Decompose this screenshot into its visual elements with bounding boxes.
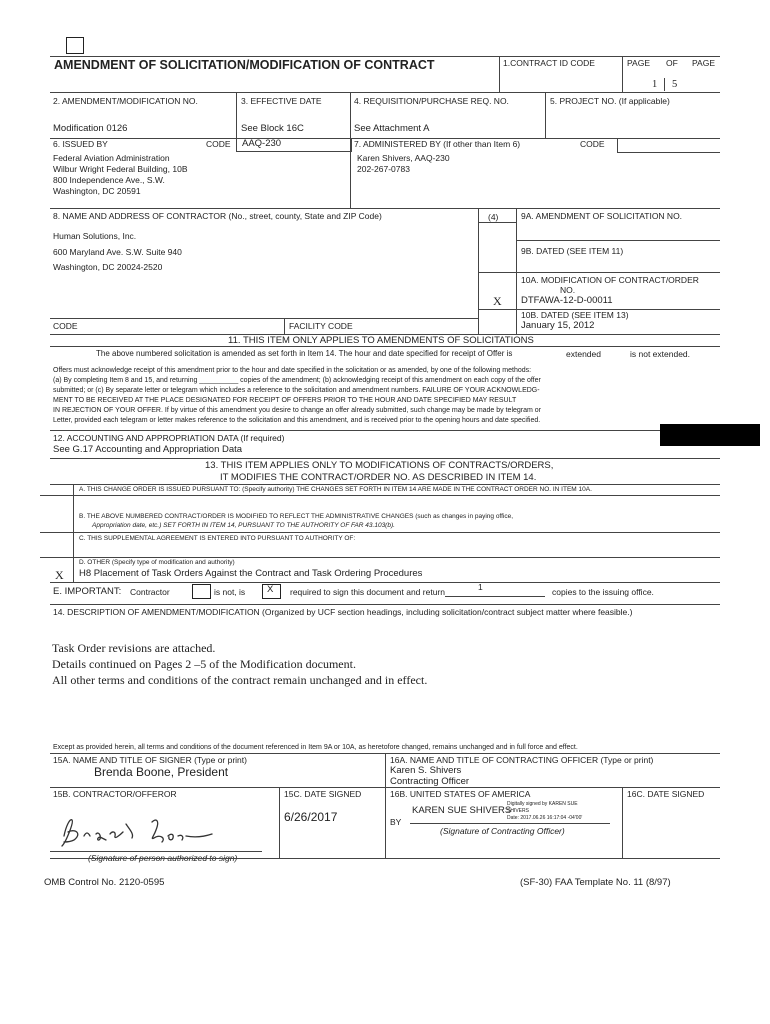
item-16a-title: Contracting Officer <box>390 776 470 787</box>
important-contractor: Contractor <box>130 587 170 597</box>
not-extended-label: is not extended. <box>630 349 691 359</box>
item-11-line-1: The above numbered solicitation is amended as set forth in Item 14. The hour and date specified for receipt of Offer is <box>96 349 513 358</box>
item-13-d: D. OTHER (Specify type of modification and authority) <box>79 559 235 566</box>
administered-line-2: 202-267-0783 <box>357 164 410 174</box>
important-label: E. IMPORTANT: <box>53 586 122 597</box>
form-title: AMENDMENT OF SOLICITATION/MODIFICATION OF CONTRACT <box>54 58 435 72</box>
item-10b-label: 10B. DATED (SEE ITEM 13) <box>521 310 629 320</box>
amendment-no-value: Modification 0126 <box>53 123 128 134</box>
item-13-c: C. THIS SUPPLEMENTAL AGREEMENT IS ENTERED INTO PURSUANT TO AUTHORITY OF: <box>79 535 356 542</box>
pages-label: PAGE <box>692 58 715 68</box>
digital-note-2: SHIVERS <box>507 808 529 814</box>
item-13-heading-1: 13. THIS ITEM APPLIES ONLY TO MODIFICATIONS OF CONTRACTS/ORDERS, <box>205 460 554 471</box>
contractor-signature <box>56 812 216 852</box>
item-10a-value: DTFAWA-12-D-00011 <box>521 295 613 306</box>
effective-date-label: 3. EFFECTIVE DATE <box>241 96 322 106</box>
required-text: required to sign this document and return <box>290 587 445 597</box>
contractor-line-2: 600 Maryland Ave. S.W. Suite 940 <box>53 247 182 257</box>
item-13-d-x-mark: X <box>55 568 64 582</box>
issued-line-3: 800 Independence Ave., S.W. <box>53 175 165 185</box>
issued-line-1: Federal Aviation Administration <box>53 153 170 163</box>
item-14-line-3: All other terms and conditions of the contract remain unchanged and in effect. <box>52 673 428 687</box>
item-14-line-2: Details continued on Pages 2 –5 of the Modification document. <box>52 657 356 671</box>
contractor-line-1: Human Solutions, Inc. <box>53 231 137 241</box>
item-13-b-line-1: B. THE ABOVE NUMBERED CONTRACT/ORDER IS MODIFIED TO REFLECT THE ADMINISTRATIVE CHANGES (such as changes in paying office, <box>79 513 514 520</box>
administered-line-1: Karen Shivers, AAQ-230 <box>357 153 450 163</box>
item-11-para-6: Letter, provided each telegram or letter makes reference to the solicitation and this amendment, and is received prior to the opening hours and date specified. <box>53 417 541 424</box>
item-11-para-4: MENT TO BE RECEIVED AT THE PLACE DESIGNATED FOR RECEIPT OF OFFERS PRIOR TO THE HOUR AND DATE SPECIFIED MAY RESULT <box>53 397 517 404</box>
signature-person-label: (Signature of person authorized to sign) <box>88 853 238 863</box>
signature-officer-label: (Signature of Contracting Officer) <box>440 826 565 836</box>
contract-id-code-label: 1.CONTRACT ID CODE <box>503 58 595 68</box>
item-15a-label: 15A. NAME AND TITLE OF SIGNER (Type or print) <box>53 755 247 765</box>
issued-by-label: 6. ISSUED BY <box>53 139 108 149</box>
issued-line-2: Wilbur Wright Federal Building, 10B <box>53 164 188 174</box>
item-14-line-1: Task Order revisions are attached. <box>52 641 216 655</box>
copies-count: 1 <box>478 582 483 592</box>
item-15c-label: 15C. DATE SIGNED <box>284 789 362 799</box>
item-16b-label: 16B. UNITED STATES OF AMERICA <box>390 789 531 799</box>
digital-note-1: Digitally signed by KAREN SUE <box>507 801 578 807</box>
issued-line-4: Washington, DC 20591 <box>53 186 141 196</box>
item-10a-label: 10A. MODIFICATION OF CONTRACT/ORDER <box>521 275 699 285</box>
item-16a-label: 16A. NAME AND TITLE OF CONTRACTING OFFICER (Type or print) <box>390 755 654 765</box>
digital-signature-name: KAREN SUE SHIVERS <box>412 805 512 816</box>
item-12-label: 12. ACCOUNTING AND APPROPRIATION DATA (If required) <box>53 433 285 443</box>
item-13-a: A. THIS CHANGE ORDER IS ISSUED PURSUANT TO: (Specify authority) THE CHANGES SET FORTH IN ITEM 14 ARE MADE IN THE CONTRACT ORDER NO. IN ITEM 10A. <box>79 486 592 493</box>
form-template: (SF-30) FAA Template No. 11 (8/97) <box>520 877 671 888</box>
by-label: BY <box>390 817 402 827</box>
col4-label: (4) <box>488 212 499 222</box>
contractor-line-3: Washington, DC 20024-2520 <box>53 262 163 272</box>
item-11-para-3: submitted; or (c) By separate letter or telegram which includes a reference to the solicitation and amendment numbers. FAILURE OF YOUR ACKNOWLEDG- <box>53 387 540 394</box>
page-number: 1 <box>652 79 658 90</box>
requisition-value: See Attachment A <box>354 123 430 134</box>
item-10a-x-mark: X <box>493 294 502 308</box>
copies-text: copies to the issuing office. <box>552 587 654 597</box>
item-11-para-5: IN REJECTION OF YOUR OFFER. If by virtue of this amendment you desire to change an offer already submitted, such change may be made by telegram or <box>53 407 542 414</box>
administered-code-label: CODE <box>580 139 605 149</box>
item-9a-label: 9A. AMENDMENT OF SOLICITATION NO. <box>521 211 683 221</box>
code-label: CODE <box>53 321 78 331</box>
item-16a-name: Karen S. Shivers <box>390 765 462 776</box>
top-checkbox[interactable] <box>66 37 84 54</box>
item-12-value: See G.17 Accounting and Appropriation Data <box>53 444 243 455</box>
is-required-x: X <box>267 584 274 595</box>
item-15c-value: 6/26/2017 <box>284 810 338 824</box>
item-14-label: 14. DESCRIPTION OF AMENDMENT/MODIFICATION (Organized by UCF section headings, including solicitation/contract subject matter where feasible.) <box>53 607 633 617</box>
project-no-label: 5. PROJECT NO. (If applicable) <box>550 96 670 106</box>
amendment-no-label: 2. AMENDMENT/MODIFICATION NO. <box>53 96 198 106</box>
item-9b-label: 9B. DATED (SEE ITEM 11) <box>521 246 624 256</box>
facility-code-label: FACILITY CODE <box>289 321 353 331</box>
except-statement: Except as provided herein, all terms and conditions of the document referenced in Item 9A or 10A, as heretofore changed, remains unchanged and in full force and effect. <box>53 744 578 751</box>
omb-control: OMB Control No. 2120-0595 <box>44 877 165 888</box>
item-13-d-value: H8 Placement of Task Orders Against the Contract and Task Ordering Procedures <box>79 568 423 579</box>
item-11-heading: 11. THIS ITEM ONLY APPLIES TO AMENDMENTS OF SOLICITATIONS <box>228 335 534 346</box>
item-10b-value: January 15, 2012 <box>521 320 595 331</box>
item-10a-label-2: NO. <box>560 285 576 295</box>
issued-code-label: CODE <box>206 139 231 149</box>
page-total: 5 <box>672 79 678 90</box>
is-not-label: is not, is <box>214 587 246 597</box>
digital-note-3: Date: 2017.06.26 16:17:04 -04'00' <box>507 815 583 821</box>
issued-code-value: AAQ-230 <box>242 138 282 149</box>
item-15a-value: Brenda Boone, President <box>94 765 229 779</box>
effective-date-value: See Block 16C <box>241 123 304 134</box>
item-13-b-line-2: Appropriation date, etc.) SET FORTH IN ITEM 14, PURSUANT TO THE AUTHORITY OF FAR 43.103(b). <box>92 522 395 529</box>
item-13-heading-2: IT MODIFIES THE CONTRACT/ORDER NO. AS DESCRIBED IN ITEM 14. <box>220 472 537 483</box>
extended-label: extended <box>566 349 601 359</box>
administered-by-label: 7. ADMINISTERED BY (If other than Item 6) <box>354 139 521 149</box>
item-11-para-1: Offers must acknowledge receipt of this amendment prior to the hour and date specified in the solicitation or as amended, by one of the following methods: <box>53 367 532 374</box>
of-label: OF <box>666 58 678 68</box>
is-not-checkbox[interactable] <box>192 584 211 599</box>
page-label: PAGE <box>627 58 650 68</box>
requisition-label: 4. REQUISITION/PURCHASE REQ. NO. <box>354 96 509 106</box>
item-16c-label: 16C. DATE SIGNED <box>627 789 705 799</box>
item-11-para-2: (a) By completing Item 8 and 15, and returning __________ copies of the amendment; (b) acknowledging receipt of this amendment on each copy of the offer <box>53 377 541 384</box>
item-15b-label: 15B. CONTRACTOR/OFFEROR <box>53 789 177 799</box>
contractor-label: 8. NAME AND ADDRESS OF CONTRACTOR (No., street, county, State and ZIP Code) <box>53 211 382 221</box>
redaction-block <box>660 424 760 446</box>
